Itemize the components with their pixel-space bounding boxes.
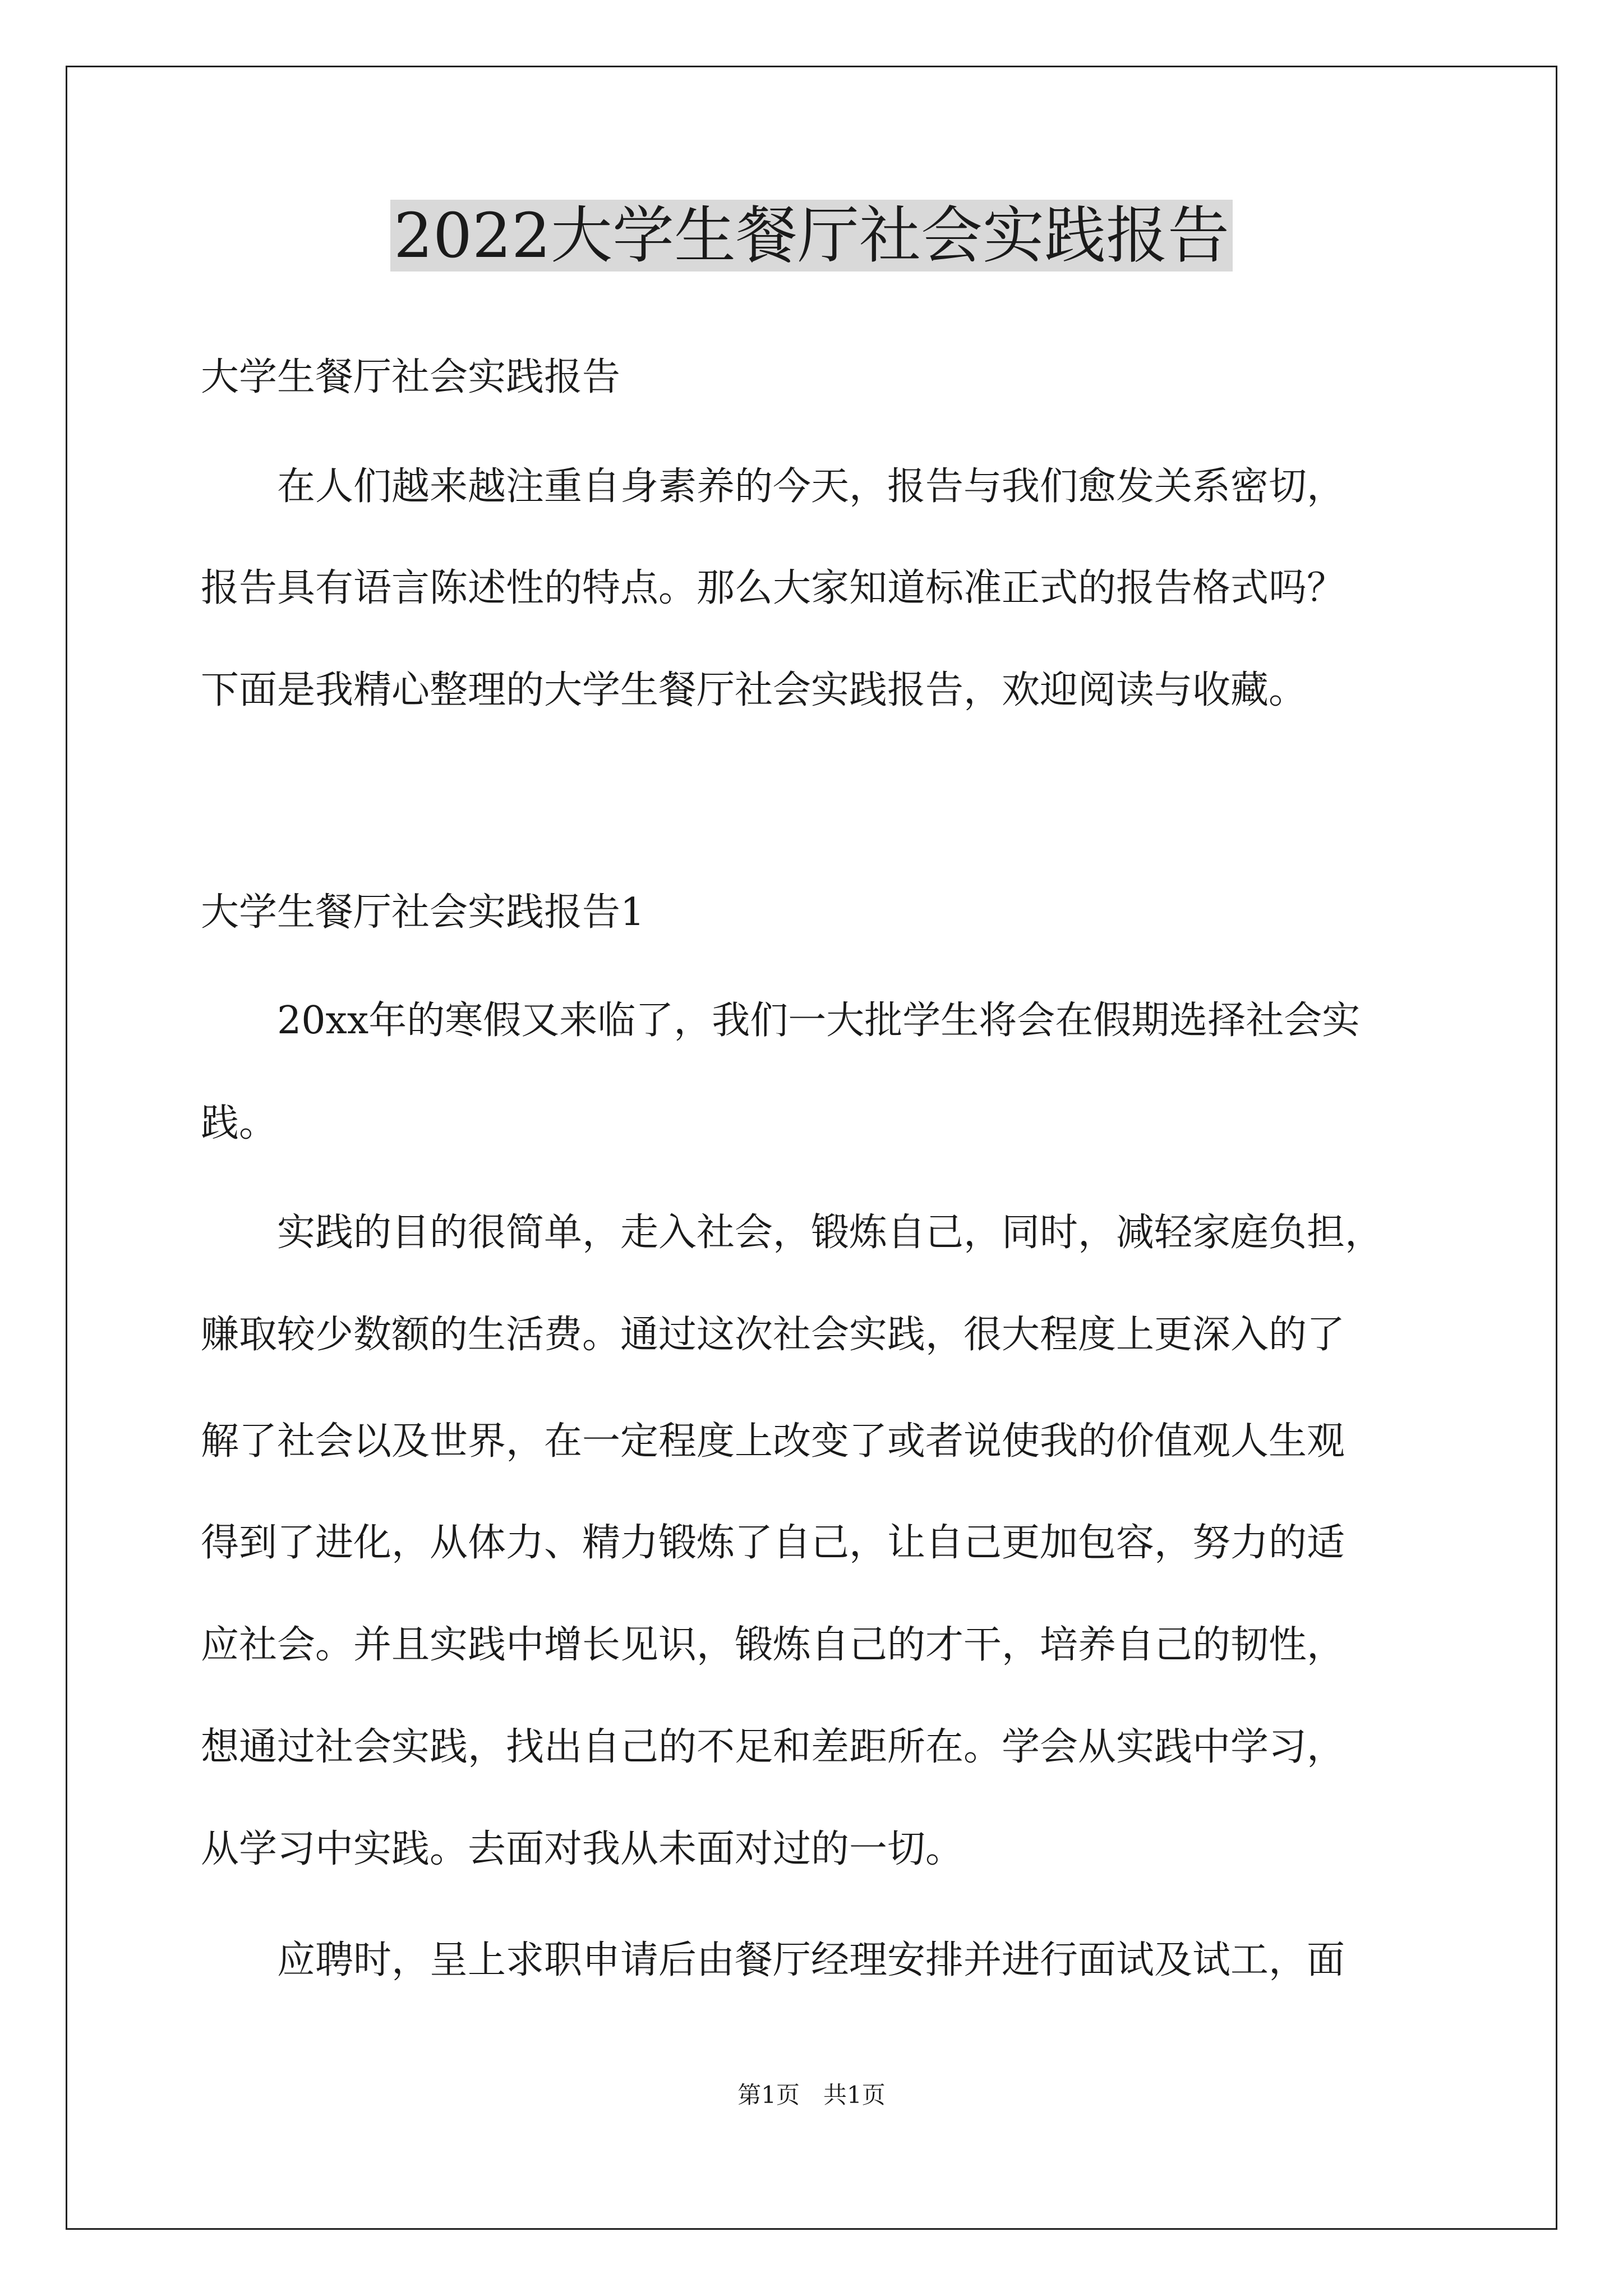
document-title-text: 2022大学生餐厅社会实践报告	[390, 200, 1233, 272]
paragraph-line: 从学习中实践。去面对我从未面对过的一切。	[201, 1827, 964, 1871]
paragraph-line: 实践的目的很简单，走入社会，锻炼自己，同时，减轻家庭负担，	[201, 1211, 1384, 1255]
paragraph-line: 赚取较少数额的生活费。通过这次社会实践，很大程度上更深入的了	[201, 1313, 1345, 1357]
paragraph-line: 20xx年的寒假又来临了，我们一大批学生将会在假期选择社会实	[201, 999, 1361, 1043]
section-heading: 大学生餐厅社会实践报告1	[201, 890, 645, 935]
paragraph-line: 解了社会以及世界，在一定程度上改变了或者说使我的价值观人生观	[201, 1419, 1345, 1464]
paragraph-line: 在人们越来越注重自身素养的今天，报告与我们愈发关系密切，	[201, 464, 1345, 509]
paragraph-line: 下面是我精心整理的大学生餐厅社会实践报告，欢迎阅读与收藏。	[201, 668, 1307, 712]
paragraph-line: 报告具有语言陈述性的特点。那么大家知道标准正式的报告格式吗？	[201, 566, 1345, 610]
paragraph-line: 践。	[201, 1101, 278, 1145]
page-footer: 第1页 共1页	[737, 2081, 886, 2109]
paragraph-line: 得到了进化，从体力、精力锻炼了自己，让自己更加包容，努力的适	[201, 1521, 1345, 1565]
paragraph-line: 想通过社会实践，找出自己的不足和差距所在。学会从实践中学习，	[201, 1725, 1345, 1769]
document-title	[0, 194, 1623, 278]
paragraph-line: 应聘时，呈上求职申请后由餐厅经理安排并进行面试及试工，面	[201, 1938, 1345, 1982]
paragraph-line: 应社会。并且实践中增长见识，锻炼自己的才干，培养自己的韧性，	[201, 1623, 1345, 1667]
section-heading: 大学生餐厅社会实践报告	[201, 355, 621, 399]
